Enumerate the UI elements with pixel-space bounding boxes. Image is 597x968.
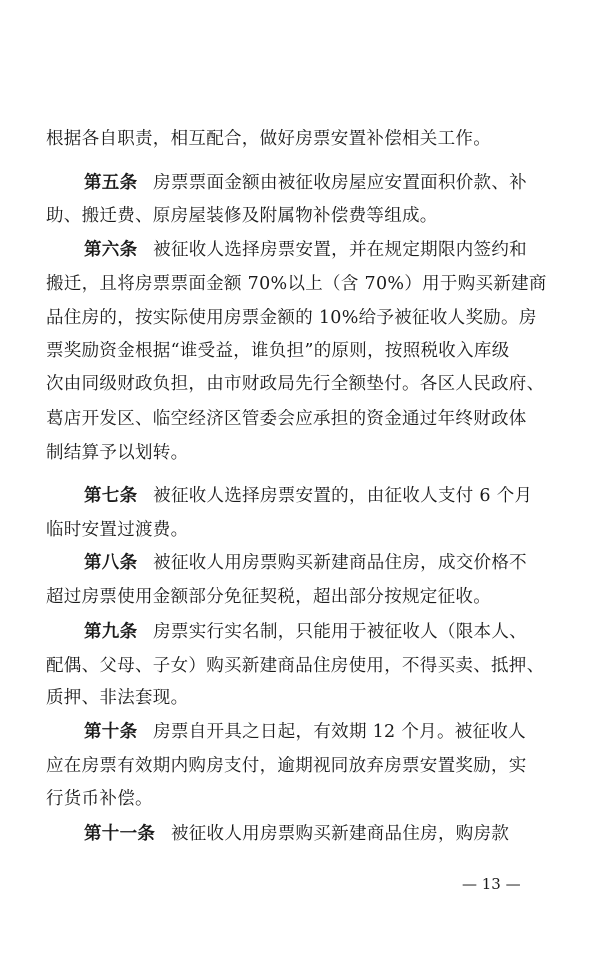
article-5-label: 第五条 [84, 173, 138, 193]
article-9-line-3: 质押、非法套现。 [46, 688, 189, 708]
page-number: — 13 — [462, 875, 521, 893]
article-6-line-7: 制结算予以划转。 [46, 443, 189, 463]
article-8-line-1: 第八条 被征收人用房票购买新建商品住房，成交价格不 [84, 553, 527, 573]
article-7-line-2: 临时安置过渡费。 [46, 520, 189, 540]
article-6-line-4: 票奖励资金根据“谁受益，谁负担”的原则，按照税收入库级 [46, 341, 510, 361]
article-8-label: 第八条 [84, 553, 138, 573]
article-7-label: 第七条 [84, 486, 138, 506]
article-9-label: 第九条 [84, 622, 138, 642]
article-11-label: 第十一条 [84, 824, 156, 844]
article-6-line-1: 第六条 被征收人选择房票安置，并在规定期限内签约和 [84, 240, 527, 260]
paragraph-continuation-line: 根据各自职责，相互配合，做好房票安置补偿相关工作。 [46, 129, 491, 149]
article-6-line-2: 搬迁，且将房票票面金额 70%以上（含 70%）用于购买新建商 [46, 274, 547, 294]
article-7-line-1: 第七条 被征收人选择房票安置的，由征收人支付 6 个月 [84, 486, 533, 506]
article-5-line-2: 助、搬迁费、原房屋装修及附属物补偿费等组成。 [46, 206, 438, 226]
article-9-line-2: 配偶、父母、子女）购买新建商品住房使用，不得买卖、抵押、 [46, 656, 545, 676]
article-8-line-2: 超过房票使用金额部分免征契税，超出部分按规定征收。 [46, 587, 491, 607]
article-10-line-2: 应在房票有效期内购房支付，逾期视同放弃房票安置奖励，实 [46, 756, 527, 776]
article-10-label: 第十条 [84, 722, 138, 742]
article-11-line-1: 第十一条 被征收人用房票购买新建商品住房，购房款 [84, 824, 510, 844]
article-6-line-6: 葛店开发区、临空经济区管委会应承担的资金通过年终财政体 [46, 409, 527, 429]
article-5-line-1: 第五条 房票票面金额由被征收房屋应安置面积价款、补 [84, 173, 527, 193]
article-6-line-3: 品住房的，按实际使用房票金额的 10%给予被征收人奖励。房 [46, 308, 537, 328]
article-6-line-5: 次由同级财政负担，由市财政局先行全额垫付。各区人民政府、 [46, 374, 545, 394]
article-9-line-1: 第九条 房票实行实名制，只能用于被征收人（限本人、 [84, 622, 527, 642]
article-6-label: 第六条 [84, 240, 138, 260]
article-10-line-1: 第十条 房票自开具之日起，有效期 12 个月。被征收人 [84, 722, 526, 742]
article-10-line-3: 行货币补偿。 [46, 789, 153, 809]
